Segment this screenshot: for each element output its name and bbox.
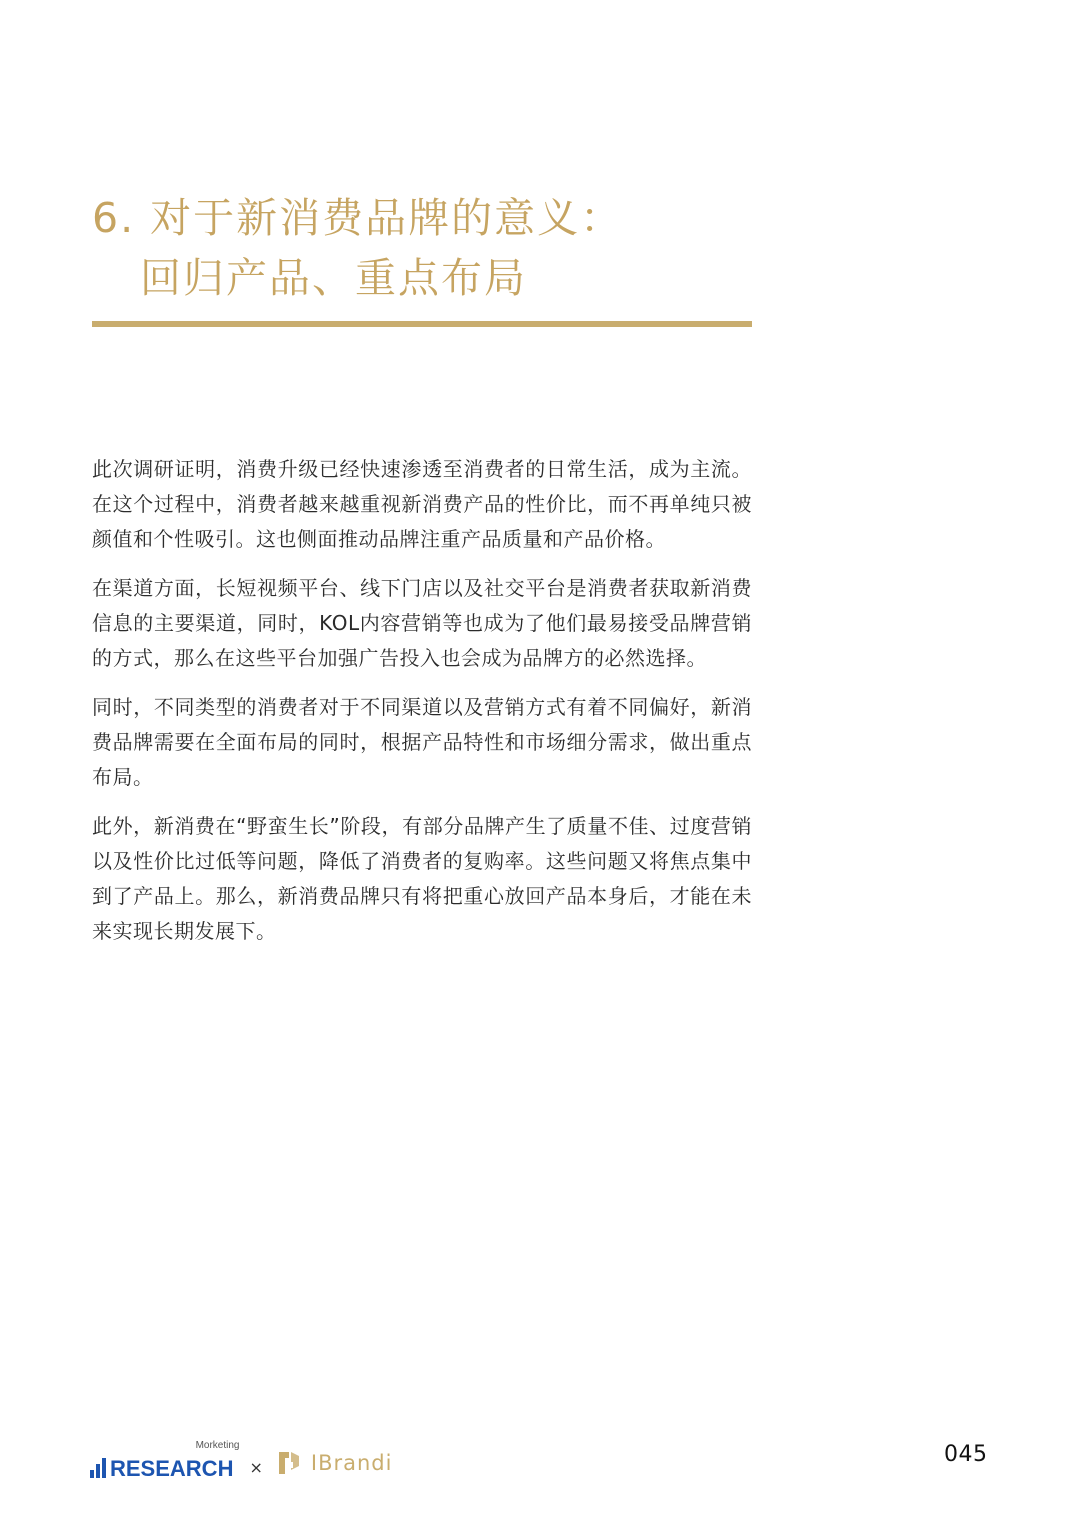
paragraph-4: 此外，新消费在“野蛮生长”阶段，有部分品牌产生了质量不佳、过度营销以及性价比过低等问题，降低了消费者的复购率。这些问题又将焦点集中到了产品上。那么，新消费品牌只有将把重心放回产品本身后，才能在未来实现长期发展下。 bbox=[92, 814, 752, 943]
footer-logos bbox=[90, 1440, 392, 1480]
ibrandi-wordmark: IBrandi bbox=[310, 1451, 393, 1475]
page-title-line-1: 6. 对于新消费品牌的意义： bbox=[92, 194, 624, 242]
paragraph-3: 同时，不同类型的消费者对于不同渠道以及营销方式有着不同偏好，新消费品牌需要在全面布局的同时，根据产品特性和市场细分需求，做出重点布局。 bbox=[92, 695, 752, 789]
morketing-wordmark: Morketing bbox=[195, 1440, 240, 1451]
logo-separator: × bbox=[249, 1458, 263, 1477]
page-title bbox=[92, 188, 752, 308]
bar-chart-icon bbox=[90, 1458, 108, 1478]
page-number: 045 bbox=[944, 1442, 988, 1467]
page-title-line-2: 回归产品、重点布局 bbox=[140, 254, 527, 302]
paragraph-1: 此次调研证明，消费升级已经快速渗透至消费者的日常生活，成为主流。在这个过程中，消费者越来越重视新消费产品的性价比，而不再单纯只被颜值和个性吸引。这也侧面推动品牌注重产品质量和产品价格。 bbox=[92, 457, 752, 551]
ibrandi-mark-icon bbox=[275, 1448, 303, 1478]
paragraph-2: 在渠道方面，长短视频平台、线下门店以及社交平台是消费者获取新消费信息的主要渠道，同时，KOL内容营销等也成为了他们最易接受品牌营销的方式，那么在这些平台加强广告投入也会成为品牌方的必然选择。 bbox=[92, 576, 752, 670]
ibrandi-logo bbox=[275, 1446, 393, 1480]
title-underline-divider bbox=[92, 321, 752, 327]
body-text bbox=[92, 452, 752, 963]
morketing-research-wordmark: RESEARCH bbox=[110, 1456, 234, 1481]
morketing-research-logo bbox=[90, 1440, 240, 1481]
